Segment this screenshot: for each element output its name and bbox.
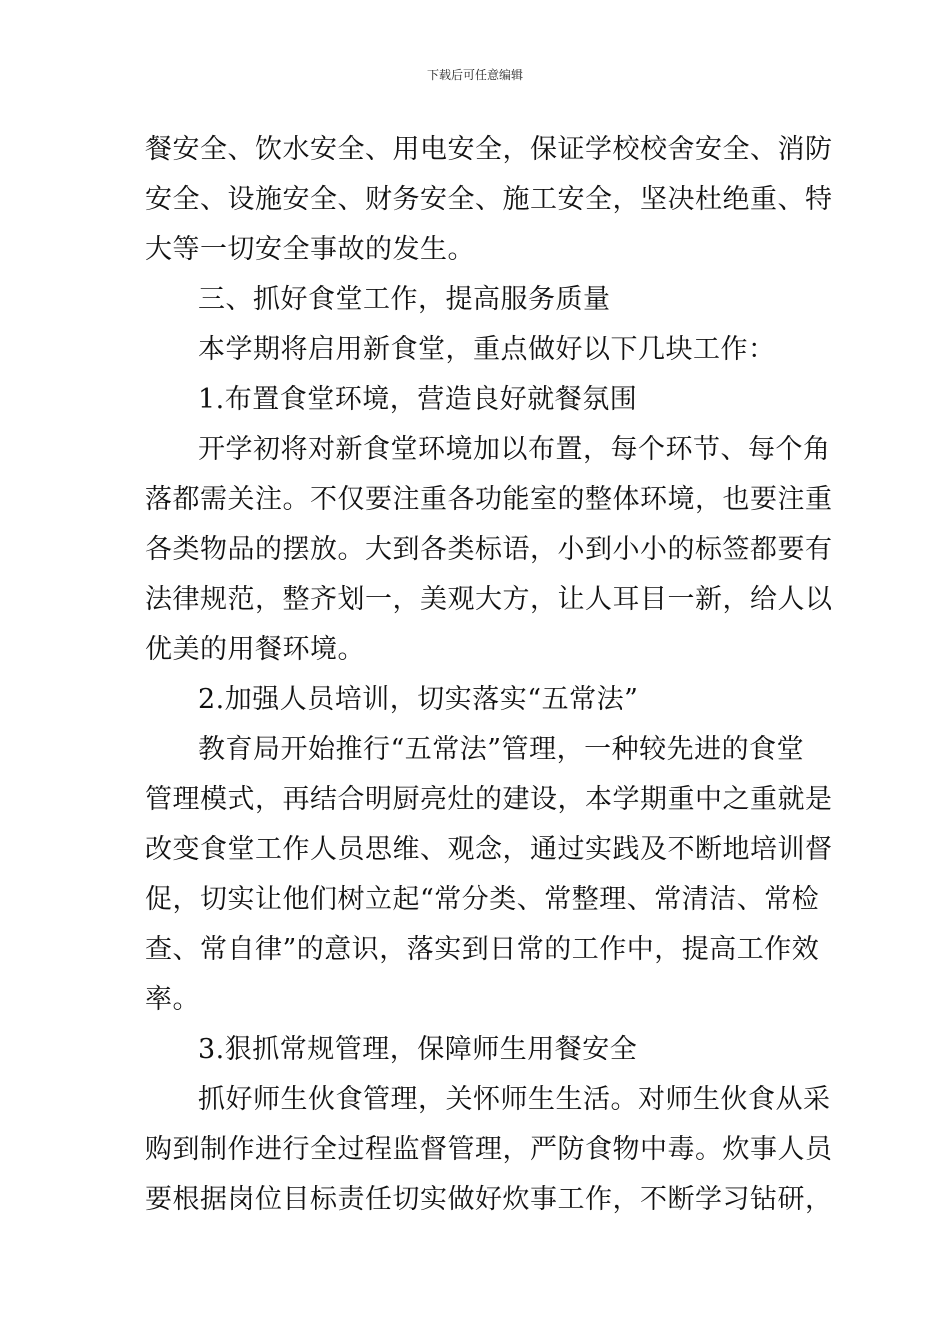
section-heading: 三、抓好食堂工作，提高服务质量 xyxy=(198,284,611,315)
paragraph-line: 查、常自律”的意识，落实到日常的工作中，提高工作效 xyxy=(145,934,820,965)
paragraph-line: 率。 xyxy=(145,984,200,1015)
paragraph-line: 改变食堂工作人员思维、观念，通过实践及不断地培训督 xyxy=(145,834,833,865)
subsection-heading: 2.加强人员培训，切实落实“五常法” xyxy=(198,684,639,715)
paragraph-line: 法律规范，整齐划一，美观大方，让人耳目一新，给人以 xyxy=(145,584,833,615)
paragraph-line: 各类物品的摆放。大到各类标语，小到小小的标签都要有 xyxy=(145,534,833,565)
paragraph-line: 教育局开始推行“五常法”管理，一种较先进的食堂 xyxy=(198,734,805,765)
paragraph-line: 购到制作进行全过程监督管理，严防食物中毒。炊事人员 xyxy=(145,1134,833,1165)
paragraph-line: 抓好师生伙食管理，关怀师生生活。对师生伙食从采 xyxy=(198,1084,831,1115)
paragraph-line: 本学期将启用新食堂，重点做好以下几块工作： xyxy=(198,334,776,365)
paragraph-line: 优美的用餐环境。 xyxy=(145,634,365,665)
paragraph-line: 开学初将对新食堂环境加以布置，每个环节、每个角 xyxy=(198,434,831,465)
subsection-heading: 3.狠抓常规管理，保障师生用餐安全 xyxy=(198,1034,638,1065)
paragraph-line: 大等一切安全事故的发生。 xyxy=(145,234,475,265)
page-header: 下载后可任意编辑 xyxy=(426,68,523,82)
paragraph-line: 管理模式，再结合明厨亮灶的建设，本学期重中之重就是 xyxy=(145,784,833,815)
paragraph-line: 餐安全、饮水安全、用电安全，保证学校校舍安全、消防 xyxy=(145,134,833,165)
paragraph-line: 安全、设施安全、财务安全、施工安全，坚决杜绝重、特 xyxy=(145,184,833,215)
paragraph-line: 落都需关注。不仅要注重各功能室的整体环境，也要注重 xyxy=(145,484,833,515)
paragraph-line: 促，切实让他们树立起“常分类、常整理、常清洁、常检 xyxy=(145,884,820,915)
subsection-heading: 1.布置食堂环境，营造良好就餐氛围 xyxy=(198,384,638,415)
paragraph-line: 要根据岗位目标责任切实做好炊事工作，不断学习钻研， xyxy=(145,1184,833,1215)
